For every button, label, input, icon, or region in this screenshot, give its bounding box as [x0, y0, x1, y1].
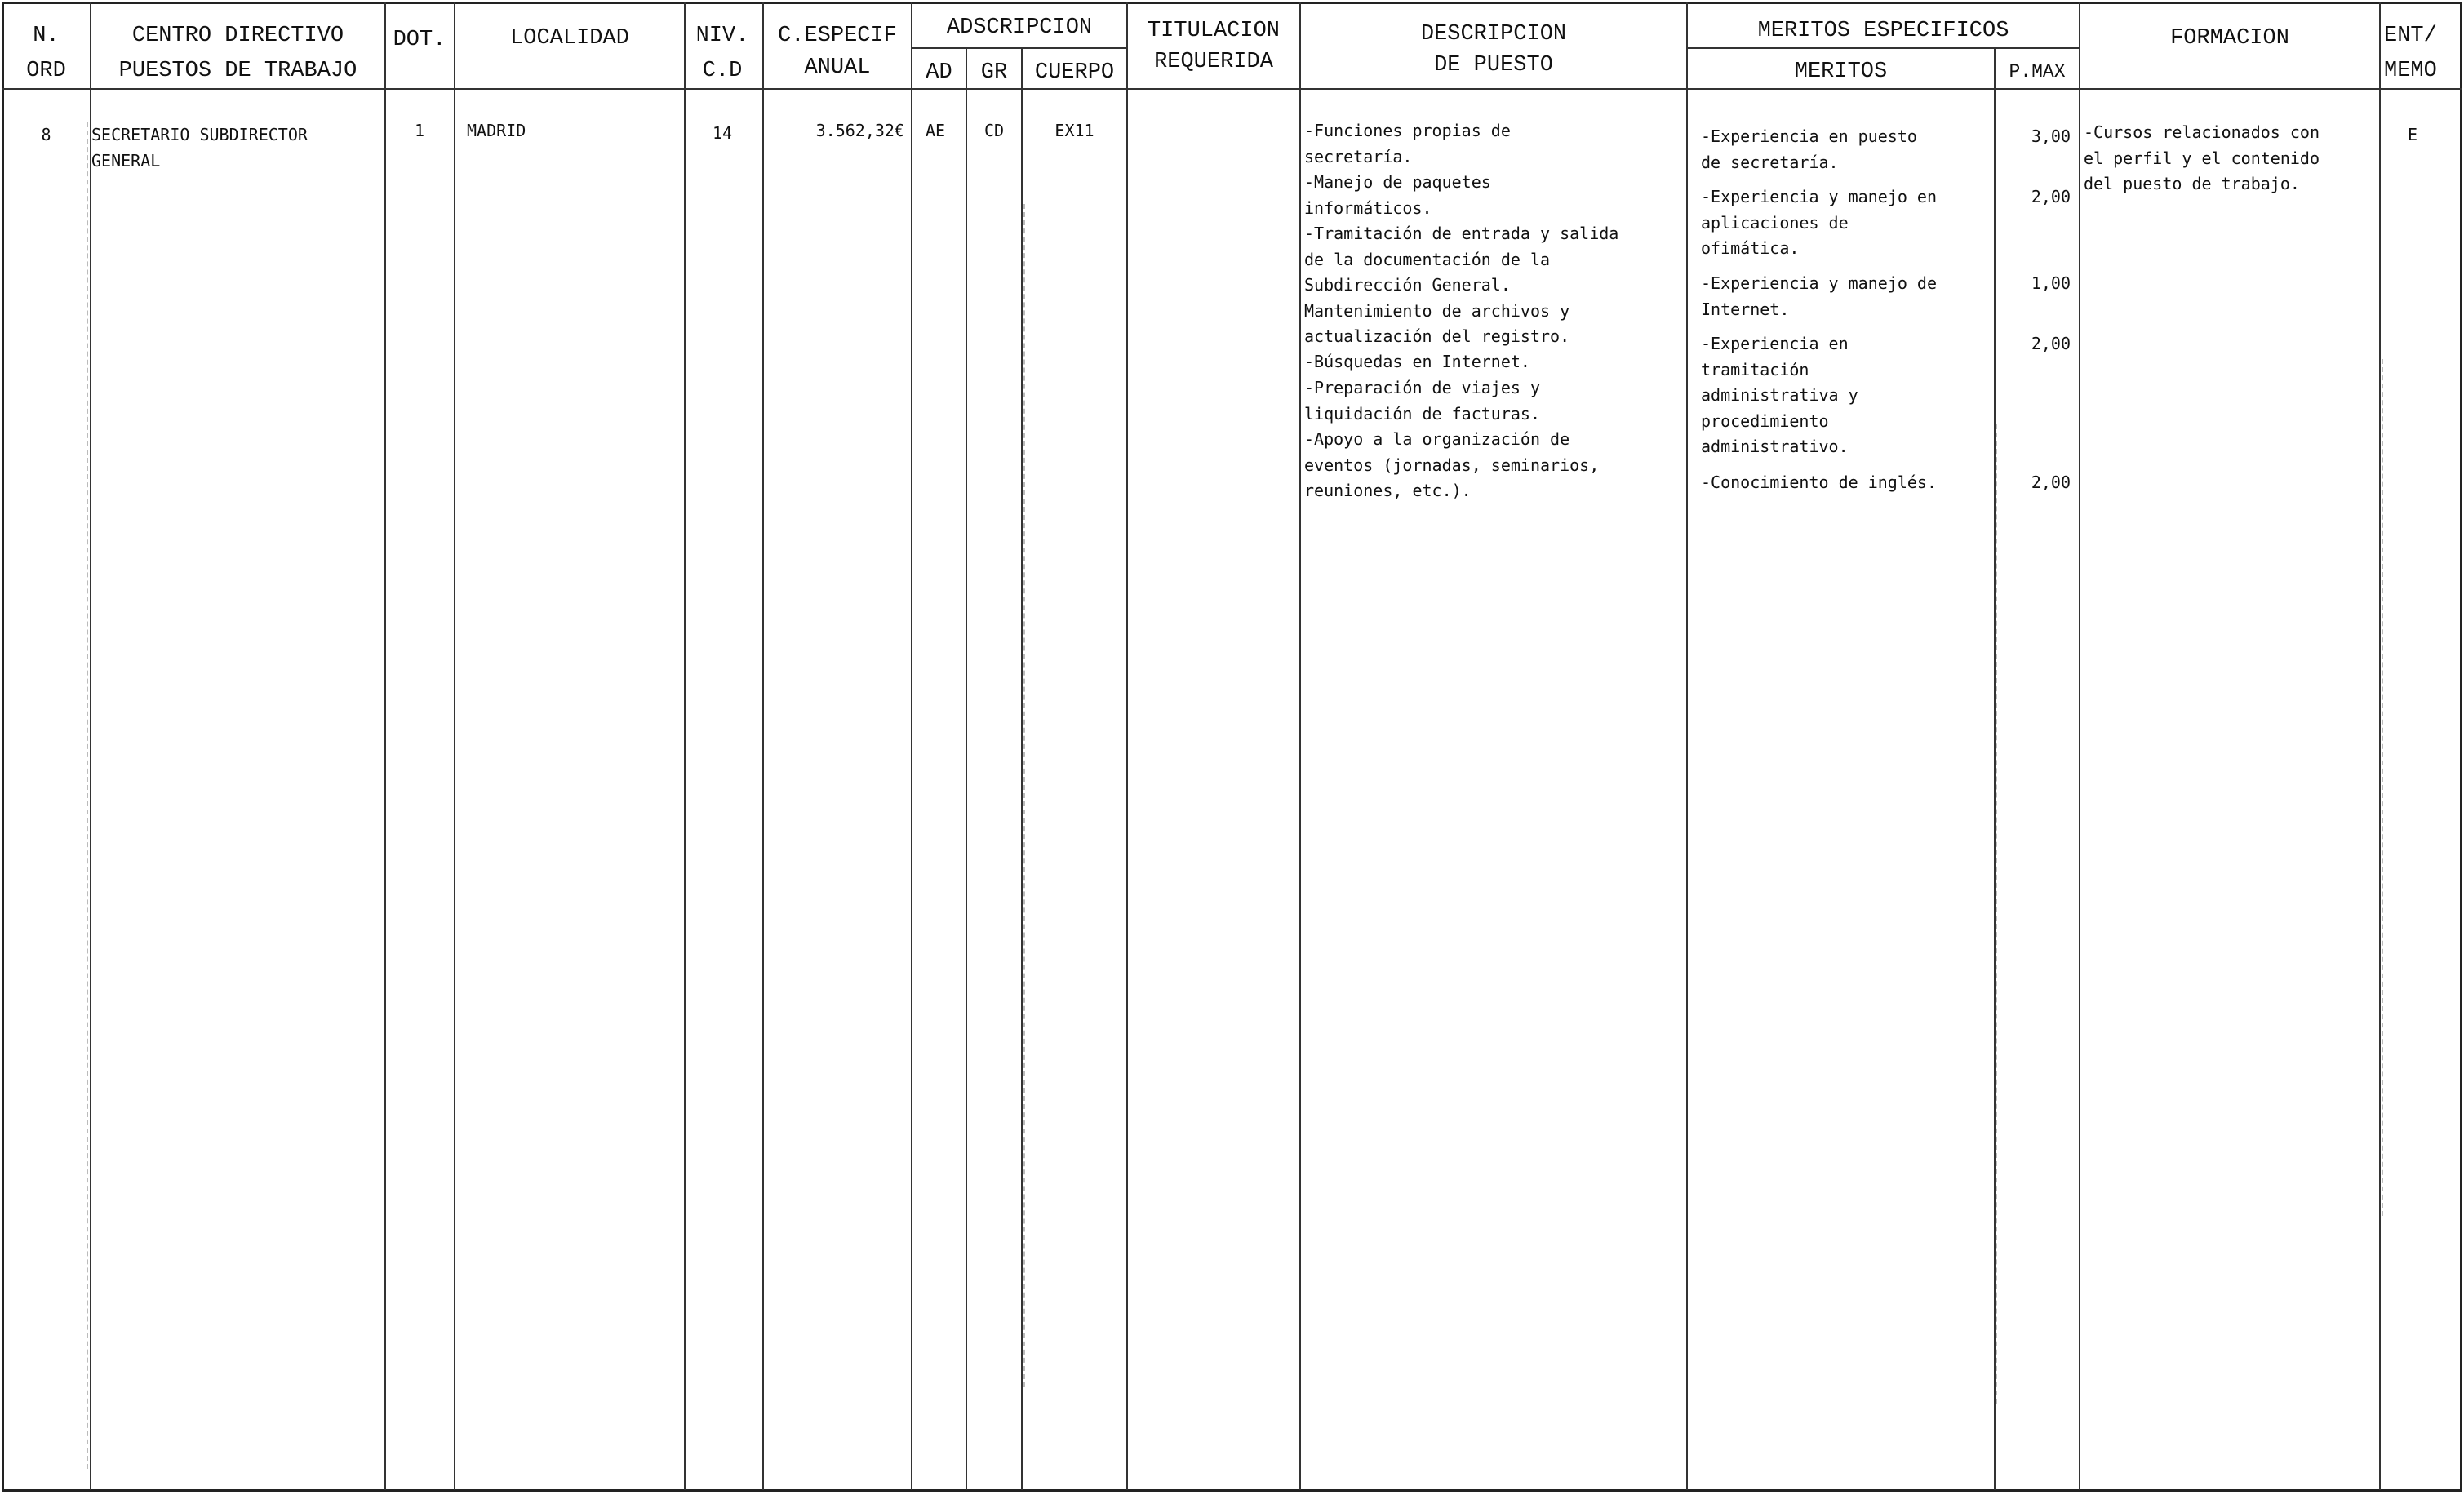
merito-pmax: 3,00: [2031, 126, 2071, 146]
merito-pmax: 1,00: [2031, 273, 2071, 293]
descripcion-item: -Manejo de paquetes informáticos.: [1304, 172, 1491, 218]
header-ent-memo: ENT/ MEMO: [2384, 24, 2437, 83]
merito-text: -Conocimiento de inglés.: [1701, 472, 1937, 492]
header-ad: AD: [926, 60, 952, 85]
col-divider: [1021, 47, 1023, 1490]
header-gr: GR: [980, 60, 1008, 85]
col-divider: [762, 2, 764, 1490]
header-p-max: P.MAX: [2009, 61, 2066, 82]
merito-text: -Experiencia en puesto de secretaría.: [1701, 126, 1917, 172]
table-frame: [2, 2, 2462, 1492]
cell-cuerpo: EX11: [1054, 121, 1094, 140]
col-divider: [1299, 2, 1301, 1490]
col-divider: [684, 2, 686, 1490]
cell-niv: 14: [712, 123, 733, 143]
cell-formacion: -Cursos relacionados con el perfil y el contenido del puesto de trabajo.: [2084, 122, 2320, 193]
merito-text: -Experiencia en tramitación administrativa y procedimiento administrativo.: [1701, 334, 1858, 456]
col-divider: [911, 2, 912, 1490]
descripcion-item: -Apoyo a la organización de eventos (jornadas, seminarios, reuniones, etc.).: [1304, 429, 1600, 500]
cell-ent-memo: E: [2408, 125, 2418, 144]
header-adscripcion: ADSCRIPCION: [946, 16, 1093, 40]
scan-artifact: [2382, 359, 2383, 1216]
cell-localidad: MADRID: [467, 121, 526, 140]
descripcion-item: -Preparación de viajes y liquidación de facturas.: [1304, 378, 1540, 424]
merito-pmax: 2,00: [2031, 187, 2071, 206]
scan-artifact: [1996, 424, 1997, 1404]
merito-text: -Experiencia y manejo en aplicaciones de ofimática.: [1701, 187, 1937, 258]
subheader-line-meritos: [1686, 47, 2080, 49]
header-meritos: MERITOS: [1794, 60, 1888, 84]
cell-c-especif: 3.562,32€: [815, 121, 904, 140]
cell-dot: 1: [414, 121, 425, 140]
descripcion-item: -Búsquedas en Internet.: [1304, 352, 1530, 371]
cell-ad: AE: [925, 121, 946, 140]
col-divider: [1686, 2, 1688, 1490]
header-n-ord: N. ORD: [26, 24, 66, 83]
cell-meritos: [1689, 124, 2077, 508]
cell-gr: CD: [983, 121, 1005, 140]
col-divider: [454, 2, 455, 1490]
scan-artifact: [87, 122, 88, 1469]
header-formacion: FORMACION: [2170, 26, 2289, 51]
col-divider: [1126, 2, 1128, 1490]
subheader-line-adscripcion: [911, 47, 1128, 49]
merito-pmax: 2,00: [2031, 334, 2071, 353]
cell-descripcion: [1304, 118, 1681, 526]
header-titulacion: TITULACION REQUERIDA: [1147, 19, 1281, 74]
header-centro-directivo: CENTRO DIRECTIVO PUESTOS DE TRABAJO: [118, 24, 357, 83]
col-divider: [384, 2, 386, 1490]
header-descripcion: DESCRIPCION DE PUESTO: [1420, 22, 1567, 78]
col-divider: [90, 2, 91, 1490]
cell-puesto: SECRETARIO SUBDIRECTOR GENERAL: [91, 125, 308, 171]
header-niv-cd: NIV. C.D: [695, 24, 749, 83]
header-bottom-line: [2, 88, 2462, 90]
merito-pmax: 2,00: [2031, 472, 2071, 492]
descripcion-item: -Funciones propias de secretaría.: [1304, 121, 1511, 166]
header-dot: DOT.: [393, 28, 446, 52]
descripcion-item: -Tramitación de entrada y salida de la documentación de la Subdirección General. Mantenimiento de archivos y actualización del registro.: [1304, 224, 1619, 346]
merito-text: -Experiencia y manejo de Internet.: [1701, 273, 1937, 319]
col-divider: [966, 47, 967, 1490]
header-c-especif: C.ESPECIF ANUAL: [778, 24, 897, 80]
col-divider: [2079, 2, 2080, 1490]
header-meritos-especificos: MERITOS ESPECIFICOS: [1757, 19, 2009, 43]
header-localidad: LOCALIDAD: [510, 26, 629, 51]
cell-n-ord: 8: [41, 125, 51, 144]
scan-artifact: [1023, 204, 1025, 1387]
header-cuerpo: CUERPO: [1034, 60, 1115, 85]
col-divider: [2379, 2, 2381, 1490]
